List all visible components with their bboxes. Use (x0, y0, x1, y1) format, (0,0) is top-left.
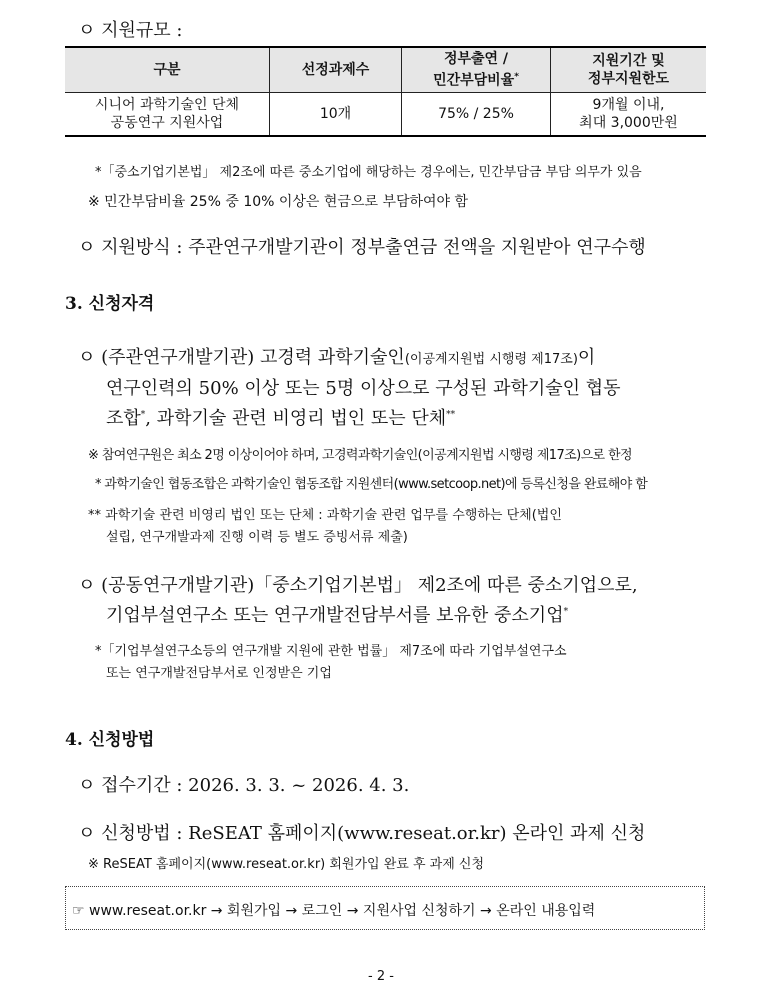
procedure-box (65, 886, 705, 930)
cell-count: 10개 (270, 92, 402, 136)
eligibility-joint-line2: 기업부설연구소 또는 연구개발전담부서를 보유한 중소기업* (106, 605, 569, 626)
table-header-row (65, 47, 706, 92)
support-table (65, 46, 706, 137)
application-method: ㅇ 신청방법 : ReSEAT 홈페이지(www.reseat.or.kr) 온라인 과제 신청 (78, 823, 646, 844)
table-row (65, 92, 706, 136)
support-method: ㅇ 지원방식 : 주관연구개발기관이 정부출연금 전액을 지원받아 연구수행 (78, 237, 646, 258)
section4-title: 4. 신청방법 (65, 730, 155, 750)
header-category: 구분 (65, 47, 270, 92)
header-period-line2: 정부지원한도 (587, 70, 670, 87)
eligibility-lead-line1: ㅇ (주관연구개발기관) 고경력 과학기술인(이공계지원법 시행령 제17조)이 (78, 347, 596, 368)
note-nonprofit-line2: 설립, 연구개발과제 진행 이력 등 별도 증빙서류 제출) (106, 530, 408, 545)
note-signup: ※ ReSEAT 홈페이지(www.reseat.or.kr) 회원가입 완료 후 과제 신청 (88, 857, 485, 872)
cell-period: 9개월 이내, 최대 3,000만원 (551, 92, 707, 136)
header-ratio-line2: 민간부담비율* (433, 71, 519, 89)
header-ratio (402, 47, 551, 92)
note-lab-law-line1: *「기업부설연구소등의 연구개발 지원에 관한 법률」 제7조에 따라 기업부설연구소 (95, 644, 567, 659)
application-period: ㅇ 접수기간 : 2026. 3. 3. ~ 2026. 4. 3. (78, 775, 410, 796)
note-cash-share: ※ 민간부담비율 25% 중 10% 이상은 현금으로 부담하여야 함 (88, 194, 469, 210)
note-participants: ※ 참여연구원은 최소 2명 이상이어야 하며, 고경력과학기술인(이공계지원법 시행령 제17조)으로 한정 (88, 448, 632, 463)
eligibility-lead-line2: 연구인력의 50% 이상 또는 5명 이상으로 구성된 과학기술인 협동 (106, 378, 621, 399)
eligibility-lead-line3: 조합*, 과학기술 관련 비영리 법인 또는 단체** (106, 408, 456, 429)
page-number: - 2 - (368, 969, 394, 984)
header-count: 선정과제수 (270, 47, 402, 92)
procedure-text: ☞ www.reseat.or.kr → 회원가입 → 로그인 → 지원사업 신청하기 → 온라인 내용입력 (72, 903, 596, 919)
header-period (551, 47, 707, 92)
support-scale-heading: ㅇ 지원규모 : (78, 20, 183, 41)
section3-title: 3. 신청자격 (65, 294, 155, 314)
eligibility-joint-line1: ㅇ (공동연구개발기관)「중소기업기본법」 제2조에 따른 중소기업으로, (78, 575, 638, 596)
cell-ratio: 75% / 25% (402, 92, 551, 136)
header-ratio-line1: 정부출연 / (443, 50, 509, 67)
note-sme-burden: *「중소기업기본법」 제2조에 따른 중소기업에 해당하는 경우에는, 민간부담금 부담 의무가 있음 (95, 165, 642, 180)
note-nonprofit-line1: ** 과학기술 관련 비영리 법인 또는 단체 : 과학기술 관련 업무를 수행하는 단체(법인 (88, 508, 562, 523)
cell-program-name: 시니어 과학기술인 단체 공동연구 지원사업 (65, 92, 270, 136)
note-coop-registration: * 과학기술인 협동조합은 과학기술인 협동조합 지원센터(www.setcoop.net)에 등록신청을 완료해야 함 (95, 477, 648, 492)
note-lab-law-line2: 또는 연구개발전담부서로 인정받은 기업 (106, 666, 332, 681)
header-period-line1: 지원기간 및 (592, 52, 665, 69)
